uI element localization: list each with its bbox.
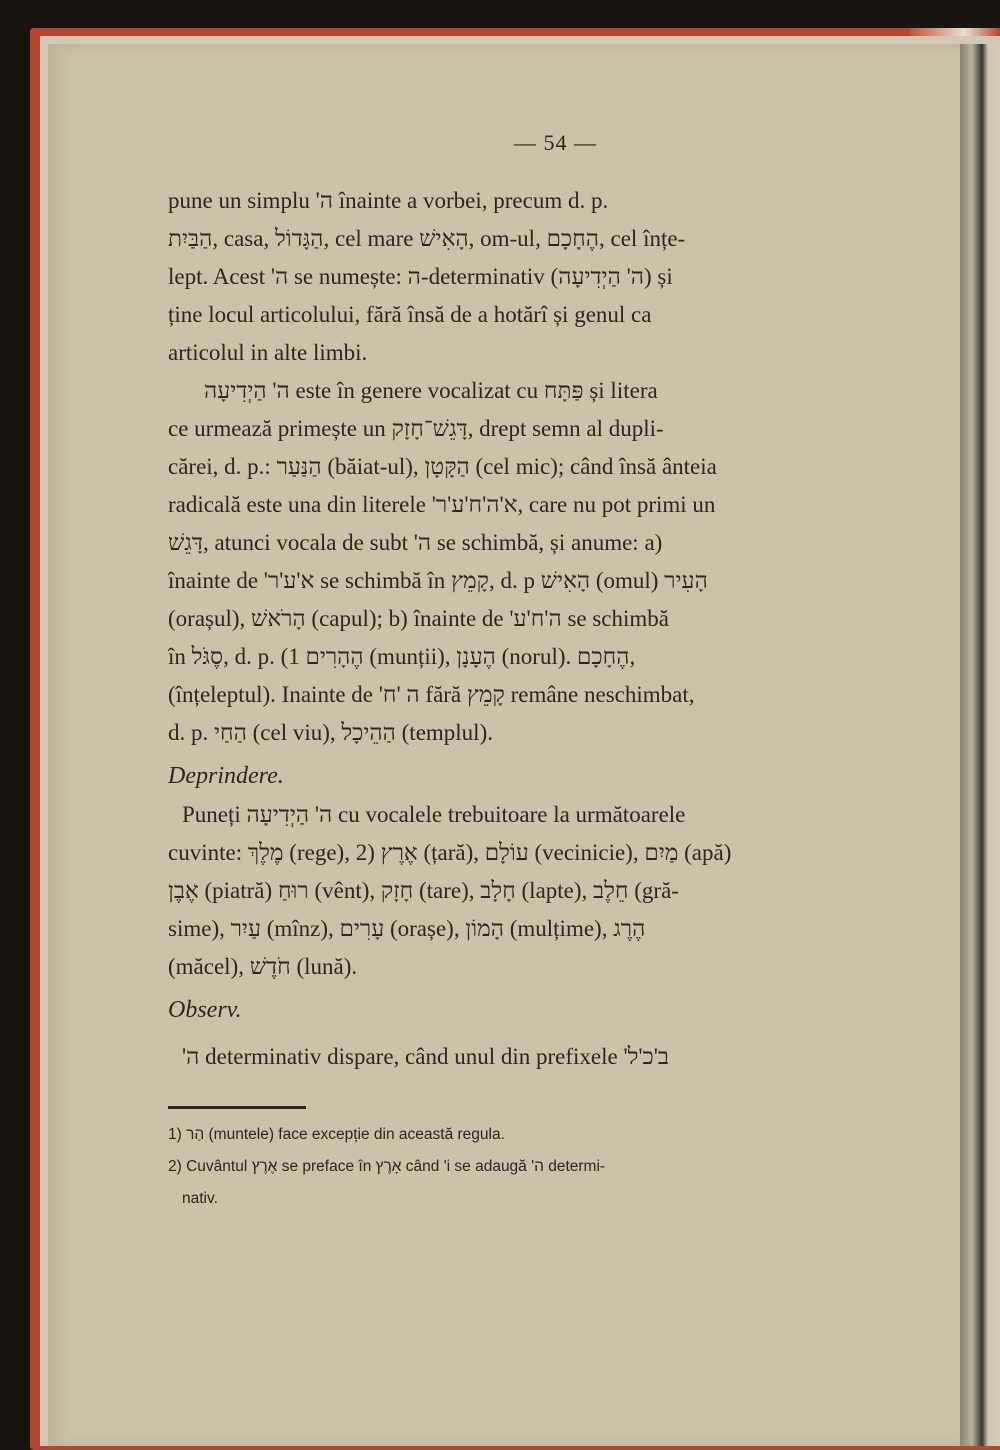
page-gutter: [960, 44, 1000, 1446]
exercise-heading: Deprindere.: [168, 763, 284, 789]
text-line: דָּגֵשׁ, atunci vocala de subt 'ה se schimbă, și anume: a): [168, 530, 663, 555]
text-line: cărei, d. p.: הַנַּעַר (băiat-ul), הַקָּטָן (cel mic); când însă ânteia: [168, 454, 717, 479]
body-paragraph: [168, 182, 883, 752]
text-line: Puneți ה' הַיְדִיעָה cu vocalele trebuitoare la următoarele: [182, 802, 686, 827]
text-line: (măcel), חֹדֶשׁ (lună).: [168, 954, 358, 979]
text-line: הַבַּיִת, casa, הַגָּדוֹל, cel mare הָאִישׁ, om-ul, הֶחָכָם, cel înțe-: [168, 226, 686, 251]
footnote: 1) הַר (muntele) face excepție din această regula.: [168, 1126, 505, 1143]
footnote: 2) Cuvântul אֶרֶץ se preface în אָרֶץ când 'i se adaugă 'ה determi-: [168, 1158, 606, 1175]
text-line: lept. Acest 'ה se numește: ה-determinativ (ה' הַיְדִיעָה) și: [168, 264, 673, 289]
footnotes: [168, 1119, 883, 1215]
text-line: אֶבֶן (piatră) רוּחַ (vênt), חָזָק (tare), חָלָב (lapte), חֵלֶב (gră-: [168, 878, 679, 903]
page-text: [168, 130, 883, 1215]
exercise-paragraph: [168, 796, 883, 986]
text-line: în סֶגֹּל, d. p. (1 הֶהָרִים (munții), הֶעָנָן (norul). הֶחָכָם,: [168, 644, 636, 669]
text-line: ce urmează primește un דָּגֵשׁ־חָזָק, drept semn al dupli-: [168, 416, 664, 441]
page-number: — 54 —: [514, 130, 597, 155]
footnote: nativ.: [182, 1190, 218, 1207]
text-line: d. p. הַחַי (cel viu), הַהֵיכָל (templul).: [168, 720, 493, 745]
text-line: cuvinte: מֶלֶךְ (rege), אֶרֶץ (2 (țară), עוֹלָם (vecinicie), מַיִם (apă): [168, 840, 732, 865]
observation-paragraph: [168, 1038, 883, 1076]
text-line: ține locul articolului, fără însă de a hotărî și genul ca: [168, 302, 652, 327]
observation-heading: Observ.: [168, 997, 242, 1023]
text-line: (orașul), הָרֹאשׁ (capul); b) înainte de 'ה'ח'ע se schimbă: [168, 606, 669, 631]
footnote-divider: [168, 1106, 306, 1109]
text-line: (înțeleptul). Inainte de 'ה 'ח fără קָמֵץ remâne neschimbat,: [168, 682, 695, 707]
text-line: 'ה determinativ dispare, când unul din prefixele 'ב'כ'ל: [182, 1044, 669, 1069]
text-line: ה' הַיְדִיעָה este în genere vocalizat cu פַּתָּח și litera: [204, 378, 658, 403]
text-line: sime), עַיִר (mînz), עָרִים (orașe), הָמוֹן (mulțime), הֶרֶג: [168, 916, 646, 941]
text-line: articolul in alte limbi.: [168, 340, 368, 365]
text-line: înainte de 'א'ע'ר se schimbă în קָמֵץ, d. p הָאִישׁ (omul) הָעִיר: [168, 568, 708, 593]
text-line: radicală este una din literele 'א'ה'ח'ע'ר, care nu pot primi un: [168, 492, 716, 517]
text-line: pune un simplu 'ה înainte a vorbei, precum d. p.: [168, 188, 609, 213]
